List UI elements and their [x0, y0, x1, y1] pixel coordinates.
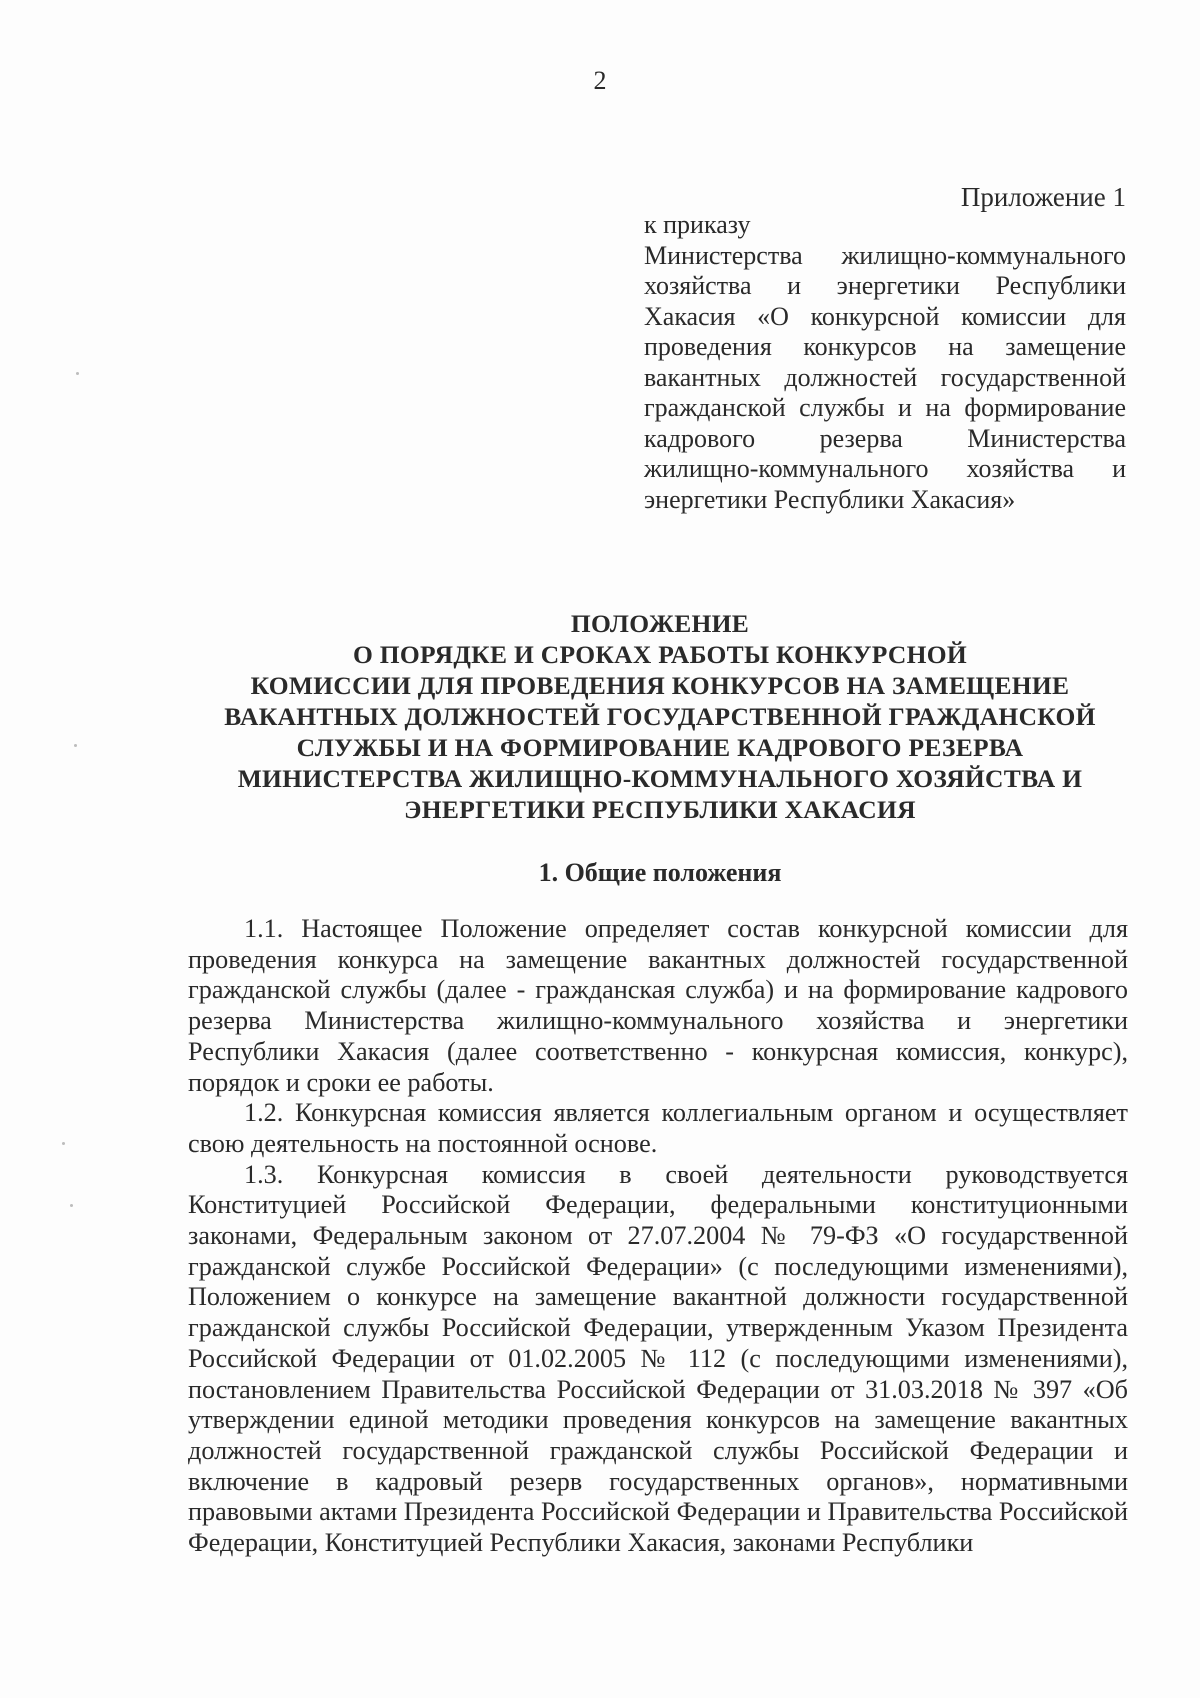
paragraph: 1.1. Настоящее Положение определяет состав конкурсной комиссии для проведения конкурса на замещение вакантных должностей государственной гражданской службы (далее - гражданская служба) и на формирование кадрового резерва Министерства жилищно-коммунального хозяйства и энергетики Республики Хакасия (далее соответственно - конкурсная комиссия, конкурс), порядок и сроки ее работы.	[188, 914, 1128, 1097]
document-title-line: О ПОРЯДКЕ И СРОКАХ РАБОТЫ КОНКУРСНОЙ	[352, 640, 968, 669]
scan-artifact	[76, 372, 79, 375]
document-title-line: КОМИССИИ ДЛЯ ПРОВЕДЕНИЯ КОНКУРСОВ НА ЗАМЕЩЕНИЕ	[250, 671, 1070, 700]
scan-artifact	[62, 1142, 65, 1145]
scan-artifact	[70, 1204, 73, 1207]
appendix-reference	[644, 210, 1126, 515]
section-heading: 1. Общие положения	[538, 858, 782, 887]
document-title-line: СЛУЖБЫ И НА ФОРМИРОВАНИЕ КАДРОВОГО РЕЗЕРВА	[296, 733, 1024, 762]
document-title-line: МИНИСТЕРСТВА ЖИЛИЩНО-КОММУНАЛЬНОГО ХОЗЯЙСТВА И	[237, 764, 1083, 793]
document-title-line: ВАКАНТНЫХ ДОЛЖНОСТЕЙ ГОСУДАРСТВЕННОЙ ГРАЖДАНСКОЙ	[224, 702, 1096, 731]
scan-artifact	[74, 744, 77, 747]
page-number: 2	[593, 66, 607, 95]
appendix-ref-text: Министерства жилищно-коммунального хозяйства и энергетики Республики Хакасия «О конкурсной комиссии для проведения конкурсов на замещение вакантных должностей государственной гражданской службы и на формирование кадрового резерва Министерства жилищно-коммунального хозяйства и энергетики Республики Хакасия»	[644, 240, 1126, 514]
document-title-line: ЭНЕРГЕТИКИ РЕСПУБЛИКИ ХАКАСИЯ	[404, 795, 916, 824]
appendix-title: Приложение 1	[960, 182, 1126, 212]
section-body	[188, 914, 1128, 1559]
document-title	[180, 608, 1140, 825]
paragraph: 1.2. Конкурсная комиссия является коллегиальным органом и осуществляет свою деятельность на постоянной основе.	[188, 1098, 1128, 1158]
paragraph: 1.3. Конкурсная комиссия в своей деятельности руководствуется Конституцией Российской Федерации, федеральными конституционными законами, Федеральным законом от 27.07.2004 № 79-ФЗ «О государственной гражданской службе Российской Федерации» (с последующими изменениями), Положением о конкурсе на замещение вакантной должности государственной гражданской службы Российской Федерации, утвержденным Указом Президента Российской Федерации от 01.02.2005 № 112 (с последующими изменениями), постановлением Правительства Российской Федерации от 31.03.2018 № 397 «Об утверждении единой методики проведения конкурсов на замещение вакантных должностей государственной гражданской службы Российской Федерации и включение в кадровый резерв государственных органов», нормативными правовыми актами Президента Российской Федерации и Правительства Российской Федерации, Конституцией Республики Хакасия, законами Республики	[188, 1159, 1128, 1558]
appendix-ref-line: к приказу	[644, 210, 751, 239]
document-title-line: ПОЛОЖЕНИЕ	[570, 609, 750, 638]
